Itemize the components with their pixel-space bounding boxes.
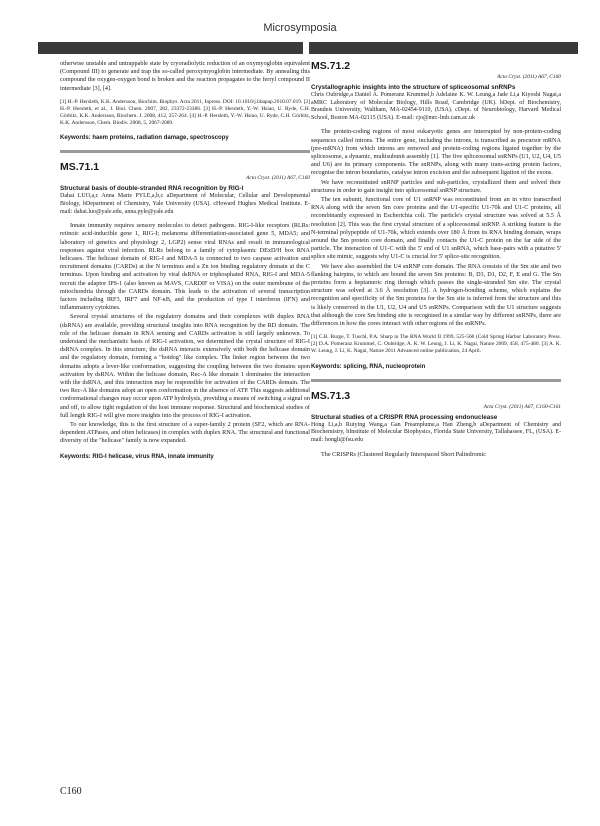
section-divider: [60, 150, 310, 153]
running-header: Microsymposia: [263, 22, 337, 34]
abstract-id-ms713: MS.71.3: [311, 389, 351, 402]
keywords-intro: Keywords: haem proteins, radiation damage, spectroscopy: [60, 135, 229, 142]
body-paragraph: The CRISPRs (Clustered Regularly Interspaced Short Palindromic: [321, 450, 486, 458]
left-column: [60, 60, 310, 461]
abstract-title-ms712: Crystallographic insights into the structure of spliceosomal snRNPs: [311, 84, 516, 91]
abstract-title-ms713: Structural studies of a CRISPR RNA processing endonuclease: [311, 413, 498, 421]
citation-ms713: Acta Cryst. (2011) A67, C160-C161: [483, 403, 561, 410]
authors-ms711: Dahai LUO,a,c Anna Marie PYLE,a,b,c aDepartment of Molecular, Cellular and Developmental Biology, bDepartment of Chemistry, Yale University (USA). cHoward Hughes Medical Institute. E-mail: dahai.luo@yale.edu, anna.pyle@yale.edu: [60, 193, 310, 215]
authors-ms713: Hong Li,a,b Ruiying Wang,a Gan Preamplume,a Han Zheng,b aDepartment of Chemistry and Biochemistry, bInstitute of Molecular Biophysics, Florida State University, Tallahassee, FL, (USA). E-mail: hongli@fsu.edu: [311, 421, 561, 443]
body-paragraph: The protein-coding regions of most eukaryotic genes are interrupted by non-protein-coding sequences called introns. The entire gene, including the introns, is transcribed as precursor mRNA (pre-mRNA) from which introns are removed and protein-coding regions ligated together by the spliceosome, a dynamic, multisubunit assembly [1]. The five spliceosomal snRNPs (U1, U2, U4, U5 and U6) are its primary components. The snRNPs, along with many trans-acting protein factors, recognise the intron boundaries, catalyse intron excision and the subsequent ligation of the exons.: [311, 128, 561, 177]
authors-ms712: Chris Oubridge,a Daniel A. Pomeranz Krummel,b Adelaine K. W. Leung,a Jade Li,a Kiyoshi Nagai,a aMRC Laboratory of Molecular Biology, Hills Road, Cambridge (UK). bDept. of Biochemistry, Brandeis University, Waltham, MA-02454-9110, (USA). cDept. of Neurobiology, Harvard Medical School, Boston MA-02115 (USA). E-mail: cjo@mrc-lmb.cam.ac.uk: [311, 92, 561, 121]
keywords-ms712: Keywords: splicing, RNA, nucleoprotein: [311, 363, 426, 370]
header-bar: [38, 42, 578, 54]
body-paragraph: The ten subunit, functional core of U1 snRNP was reconstituted from an in vitro transcribed RNA along with the seven Sm core proteins and the U1-specific U1-70k and U1-C proteins, all recombinantly expressed in Escherichia coli. The particle's crystal structure was solved at 5.5 Å resolution [2]. This was the first crystal structure of a spliceosomal snRNP. A striking feature is the N-terminal polypeptide of U1-70k, which extends over 180 Å from its RNA binding domain, wraps around the Sm protein core domain, and finally contacts the U1-C protein on the far side of the particle. The interaction of U1-C with the 5' end of U1 snRNA, which base-pairs with a putative 5' splice site mimic, suggests why U1-C is crucial for 5' splice-site recognition.: [311, 196, 561, 261]
body-paragraph: We have also assembled the U4 snRNP core domain. The RNA consists of the Sm site and two flanking hairpins, to which are bound the seven Sm proteins: B, D3, D1, D2, F, E and G. The Sm proteins form a heptameric ring through which passes the single-stranded Sm site. The crystal structure was solved at 3.6 Å resolution [3]. A hydrogen-bonding scheme, which explains the recognition and specificity of the Sm proteins for the Sm site is inferred from the structure and this is likely conserved in the U1, U2, U4 and U5 snRNPs. Comparison with the U1 structure suggests that although the core Sm binding site is recognised in a similar way by different snRNPs, there are differences in how the cores interact with other regions of the snRNPs.: [311, 262, 561, 328]
body-paragraph: We have reconstituted snRNP particles and sub-particles, crystallized them and solved their structures in order to gain insight into spliceosomal snRNP structure.: [311, 178, 561, 194]
body-paragraph: Several crystal structures of the regulatory domains and their complexes with duplex RNA (dsRNA) are available, providing structural insights into RNA recognition by the RD domain. The role of the helicase domain in RNA sensing and CARDs activation is still largely unknown. To understand the mechanistic basis of RIG-I activation, we determined the crystal structure of RIG-I dsRNA complex. In this structure, the dsRNA interacts extensively with both the helicase domain and the regulatory domain, forming a "hotdog" like complex. The linker region between the two domains adopts a lever-like conformation, suggesting the coupling between the two domains upon activation by dsRNA. Within the helicase domain, Rec-A like domain 1 dominates the interaction with the dsRNA, and this interaction may be responsible for activation of the CARDs domain. The two Rec-A like domains adopt an open conformation in the absence of ATP. This suggests additional conformational changes may occur upon ATP hydrolysis, providing a means of switching a signal on and off, to allow tight regulation of the host immune response. Structural and biochemical studies of full length RIG-I will give more insights into the process of RIG-I activation.: [60, 313, 310, 419]
body-paragraph: To our knowledge, this is the first structure of a super-family 2 protein (SF2, which are RNA-dependent ATPases, and often helicases) in complex with duplex RNA. The structural and functional diversity of the "helicase" family is now expanded.: [60, 421, 310, 445]
intro-paragraph: otherwise unstable and untrappable state by cryoradiolytic reduction of an oxymyoglobin equivalent (Compound III) to generate and trap the so-called peroxymyoglobin intermediate. By annealing this compound the oxygen-oxygen bond is broken and the reaction propagates to the ferryl compound II intermediate [3], [4].: [60, 60, 310, 92]
abstract-id-ms711: MS.71.1: [60, 161, 100, 174]
citation-ms711: Acta Cryst. (2011) A67, C160: [246, 175, 310, 182]
abstract-title-ms711: Structural basis of double-stranded RNA recognition by RIG-I: [60, 185, 244, 193]
section-divider: [311, 379, 561, 382]
abstract-id-ms712: MS.71.2: [311, 60, 351, 72]
page-number: C160: [60, 786, 82, 797]
references-ms712: [1] C.B. Burge, T. Tuschl, P.A. Sharp in The RNA World II 1999, 525-560 (Cold Spring Harbor Laboratory Press. [2] D.A. Pomeranz Krummel, C. Oubridge, A. K. W. Leung, J. Li, K. Nagai, Nature 2009, 458, 475-480. [3] A. K. W. Leung, J. Li, K. Nagai, Nature 2011 Advanced online publication, 24 April.: [311, 334, 561, 355]
body-paragraph: Innate immunity requires sensory molecules to detect pathogens. RIG-I-like receptors (RLRs: retinoic acid-inducible gene 1, RIG-I; melanoma differentiation-associated gene 5, MDA5; and laboratory of genetics and physiology 2, LGP2) sense viral RNAs and result in immunological responses against viral infection. RLRs belong to a family of cytoplasmic DExD/H box RNA helicases. The helicase domain of RIG-I and MDA-5 is connected to two caspase activation and recruitment domains (CARDs) at the N terminus and a Zn ion binding regulatory domain at the C terminus. Upon binding and activation by viral dsRNA or triphosphated RNA, RIG-I and MDA-5 recruit the adaptor IPS-1 (also known as MAVS, CARDIF or VISA) on the outer membrane of the mitochondria through the CARDs domain. This leads to the activation of several transcription factors including IRF3, IRF7 and NF-κB, and the production of type I interferon (IFN) and inflammatory cytokines.: [60, 222, 310, 312]
citation-ms712: Acta Cryst. (2011) A67, C160: [497, 74, 561, 80]
references-intro: [1] H.-P. Hersleth, K.K. Andersson, Biochim. Biophys. Acta 2011, Inpress. DOI: 10.1016/j.bbapap.2010.07.019. [2] H.-P. Hersleth, et al., J. Biol. Chem. 2007, 282, 23372-23386. [3] H.-P. Hersleth, Y.-W. Hsiao, U. Ryde, C.H. Görbitz, K.K. Andersson, Biochem. J. 2008, 412, 257-264. [4] H.-P. Hersleth, Y.-W. Hsiao, U. Ryde, C.H. Görbitz, K.K. Andersson, Chem. Biodiv. 2008, 5, 2067-2089.: [60, 98, 310, 127]
keywords-ms711: Keywords: RIG-I helicase, virus RNA, innate immunity: [60, 453, 214, 460]
right-column: [311, 60, 561, 460]
